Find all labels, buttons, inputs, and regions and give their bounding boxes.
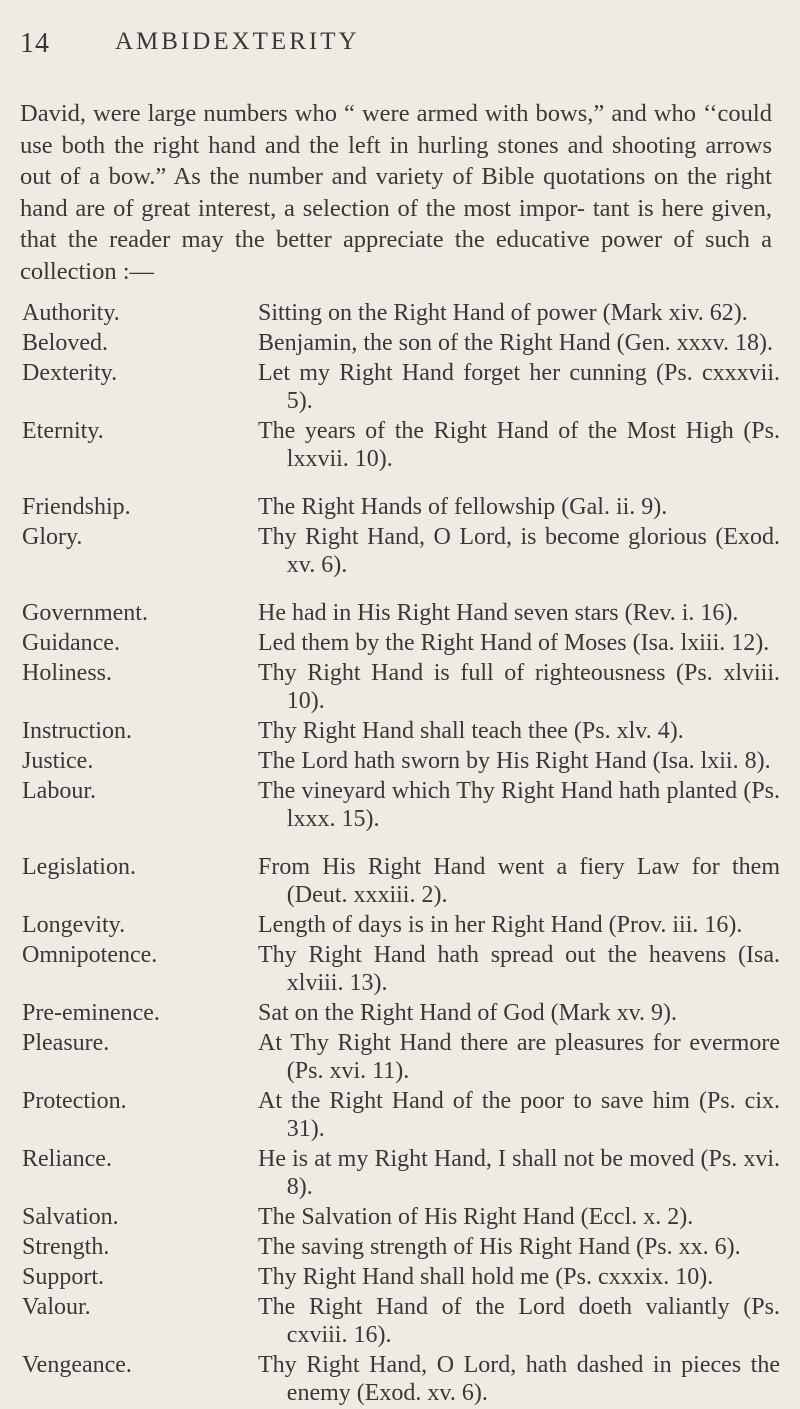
entry-label: Pleasure. <box>22 1030 110 1056</box>
entry-quote: From His Right Hand went a fiery Law for them (Deut. xxxiii. 2). <box>258 854 780 908</box>
table-row <box>20 853 780 909</box>
entry-label: Legislation. <box>22 854 136 880</box>
entry-label: Holiness. <box>22 660 112 686</box>
entry-quote: Length of days is in her Right Hand (Prov. iii. 16). <box>258 912 743 938</box>
table-row <box>20 493 780 521</box>
entry-quote: Thy Right Hand shall hold me (Ps. cxxxix. 10). <box>258 1264 714 1290</box>
table-row <box>20 717 780 745</box>
entry-quote: Thy Right Hand hath spread out the heavens (Isa. xlviii. 13). <box>258 942 780 996</box>
entry-label: Beloved. <box>22 330 108 356</box>
entry-label: Strength. <box>22 1234 110 1260</box>
table-row <box>20 417 780 473</box>
table-row <box>20 329 780 357</box>
entry-quote: Benjamin, the son of the Right Hand (Gen. xxxv. 18). <box>258 330 774 356</box>
entry-label: Valour. <box>22 1294 91 1320</box>
page-number: 14 <box>20 28 50 59</box>
entry-label: Salvation. <box>22 1204 119 1230</box>
entry-label: Government. <box>22 600 148 626</box>
entry-label: Omnipotence. <box>22 942 158 968</box>
entry-quote: Sitting on the Right Hand of power (Mark xiv. 62). <box>258 300 748 326</box>
entry-quote: Thy Right Hand shall teach thee (Ps. xlv. 4). <box>258 718 684 744</box>
entry-quote: The years of the Right Hand of the Most High (Ps. lxxvii. 10). <box>258 418 780 472</box>
entry-quote: At Thy Right Hand there are pleasures for evermore (Ps. xvi. 11). <box>258 1030 780 1084</box>
entry-label: Longevity. <box>22 912 126 938</box>
entry-quote: Thy Right Hand, O Lord, hath dashed in pieces the enemy (Exod. xv. 6). <box>258 1352 780 1406</box>
table-row <box>20 941 780 997</box>
table-row <box>20 599 780 627</box>
intro-paragraph: David, were large numbers who “ were armed with bows,” and who ‘‘could use both the right hand and the left in hurling stones and shooting arrows out of a bow.” As the number and variety of Bible quotations on the right hand are of great interest, a selection of the most impor- tant is here given, that the reader may the better appreciate the educative power of such a collection :— <box>20 100 772 285</box>
table-row <box>20 1293 780 1349</box>
table-row <box>20 1145 780 1201</box>
entry-quote: The Lord hath sworn by His Right Hand (Isa. lxii. 8). <box>258 748 771 774</box>
entry-label: Eternity. <box>22 418 104 444</box>
table-row <box>20 299 780 327</box>
entry-label: Friendship. <box>22 494 131 520</box>
entry-quote: The Right Hands of fellowship (Gal. ii. 9). <box>258 494 668 520</box>
entry-quote: Sat on the Right Hand of God (Mark xv. 9). <box>258 1000 678 1026</box>
entry-label: Reliance. <box>22 1146 112 1172</box>
entry-label: Dexterity. <box>22 360 118 386</box>
table-row <box>20 911 780 939</box>
entry-quote: Let my Right Hand forget her cunning (Ps. cxxxvii. 5). <box>258 360 780 414</box>
table-row <box>20 359 780 415</box>
quotation-table <box>20 299 780 1409</box>
entry-label: Glory. <box>22 524 83 550</box>
entry-label: Support. <box>22 1264 105 1290</box>
table-row <box>20 777 780 833</box>
entry-label: Protection. <box>22 1088 127 1114</box>
entry-quote: The saving strength of His Right Hand (Ps. xx. 6). <box>258 1234 741 1260</box>
table-row <box>20 747 780 775</box>
entry-label: Authority. <box>22 300 120 326</box>
table-row <box>20 629 780 657</box>
table-row <box>20 1233 780 1261</box>
entry-quote: The Salvation of His Right Hand (Eccl. x. 2). <box>258 1204 694 1230</box>
entry-quote: Led them by the Right Hand of Moses (Isa. lxiii. 12). <box>258 630 770 656</box>
entry-quote: He had in His Right Hand seven stars (Rev. i. 16). <box>258 600 739 626</box>
entry-quote: He is at my Right Hand, I shall not be moved (Ps. xvi. 8). <box>258 1146 780 1200</box>
entry-quote: At the Right Hand of the poor to save him (Ps. cix. 31). <box>258 1088 780 1142</box>
entry-label: Guidance. <box>22 630 120 656</box>
table-row <box>20 1203 780 1231</box>
table-row <box>20 1351 780 1407</box>
table-row <box>20 1087 780 1143</box>
table-row <box>20 1029 780 1085</box>
table-row <box>20 659 780 715</box>
entry-quote: The Right Hand of the Lord doeth valiantly (Ps. cxviii. 16). <box>258 1294 780 1348</box>
entry-label: Vengeance. <box>22 1352 132 1378</box>
entry-label: Pre-eminence. <box>22 1000 160 1026</box>
entry-label: Labour. <box>22 778 96 804</box>
entry-label: Justice. <box>22 748 94 774</box>
page-header <box>20 28 740 68</box>
running-title: AMBIDEXTERITY <box>115 28 360 55</box>
entry-quote: The vineyard which Thy Right Hand hath planted (Ps. lxxx. 15). <box>258 778 780 832</box>
table-row <box>20 999 780 1027</box>
table-row <box>20 523 780 579</box>
entry-quote: Thy Right Hand, O Lord, is become glorious (Exod. xv. 6). <box>258 524 780 578</box>
entry-label: Instruction. <box>22 718 132 744</box>
table-row <box>20 1263 780 1291</box>
entry-quote: Thy Right Hand is full of righteousness (Ps. xlviii. 10). <box>258 660 780 714</box>
